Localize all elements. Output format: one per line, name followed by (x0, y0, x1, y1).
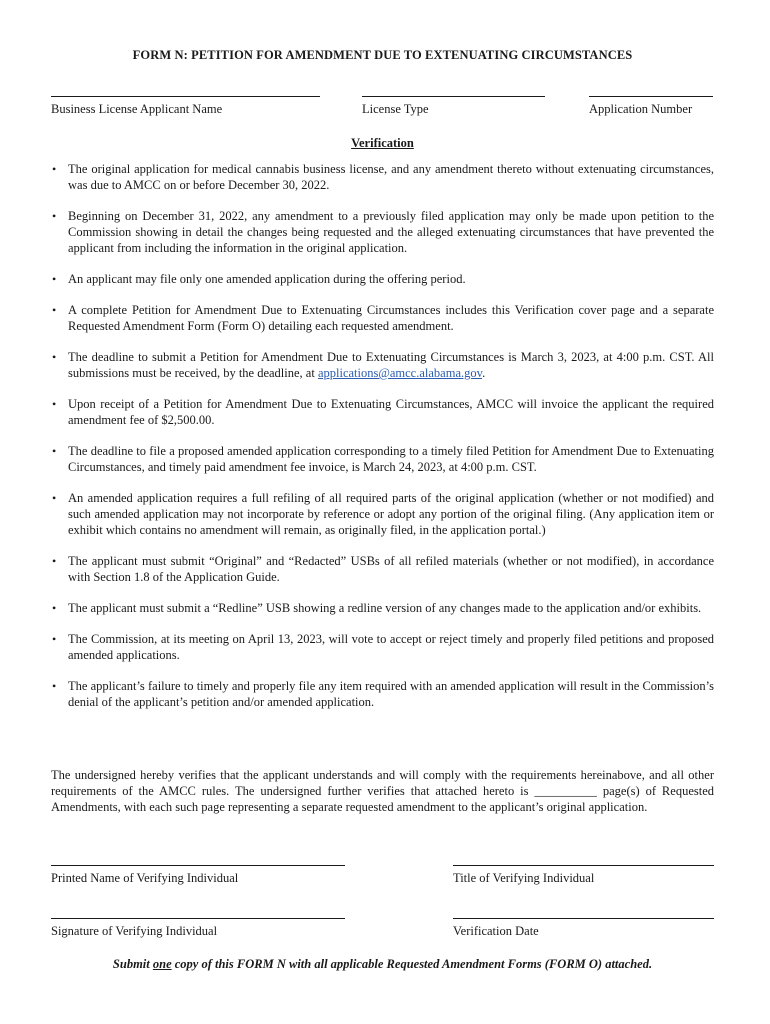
requirements-list (51, 161, 714, 710)
signature-label: Signature of Verifying Individual (51, 924, 218, 938)
printed-name-field[interactable] (51, 857, 345, 886)
verification-date-field[interactable] (453, 910, 714, 939)
title-field[interactable] (453, 857, 714, 886)
list-item: • The deadline to submit a Petition for Amendment Due to Extenuating Circumstances is March 3, 2023, at 4:00 p.m. CST. All submissions must be received, by the deadline, at applications@amcc.alabama.gov. (51, 349, 714, 381)
list-item: • Upon receipt of a Petition for Amendment Due to Extenuating Circumstances, AMCC will invoice the applicant the required amendment fee of $2,500.00. (51, 396, 714, 428)
form-title: FORM N: PETITION FOR AMENDMENT DUE TO EXTENUATING CIRCUMSTANCES (132, 48, 633, 62)
list-item: • The deadline to file a proposed amended application corresponding to a timely filed Petition for Amendment Due to Extenuating Circumstances, and timely paid amendment fee invoice, is March 24, 2023, at 4:00 p.m. CST. (51, 443, 714, 475)
list-item: • The applicant’s failure to timely and properly file any item required with an amended application will result in the Commission’s denial of the applicant’s petition and/or amended application. (51, 678, 714, 710)
application-number-field[interactable] (589, 88, 713, 117)
list-item: • A complete Petition for Amendment Due to Extenuating Circumstances includes this Verification cover page and a separate Requested Amendment Form (Form O) detailing each requested amendment. (51, 302, 714, 334)
list-item: • The applicant must submit “Original” and “Redacted” USBs of all refiled materials (whether or not modified), in accordance with Section 1.8 of the Application Guide. (51, 553, 714, 585)
title-line[interactable] (453, 865, 714, 866)
printed-name-label: Printed Name of Verifying Individual (51, 871, 239, 885)
submission-instruction: Submit one copy of this FORM N with all applicable Requested Amendment Forms (FORM O) attached. (112, 957, 653, 971)
verification-heading: Verification (351, 136, 414, 150)
submission-email-link[interactable]: applications@amcc.alabama.gov (317, 366, 483, 380)
applicant-name-label: Business License Applicant Name (51, 102, 223, 116)
list-item: • The original application for medical cannabis business license, and any amendment thereto without extenuating circumstances, was due to AMCC on or before December 30, 2022. (51, 161, 714, 193)
license-type-label: License Type (362, 102, 429, 116)
license-type-field[interactable] (362, 88, 545, 117)
verification-date-label: Verification Date (453, 924, 539, 938)
applicant-name-field[interactable] (51, 88, 320, 117)
signature-line[interactable] (51, 918, 345, 919)
application-number-label: Application Number (589, 102, 693, 116)
printed-name-line[interactable] (51, 865, 345, 866)
license-type-line[interactable] (362, 96, 545, 97)
list-item: • An amended application requires a full refiling of all required parts of the original application (whether or not modified) and such amended application may not incorporate by reference or adopt any portion of the original filing. (Any application item or exhibit which contains no amendment will remain, as originally filed, in the application portal.) (51, 490, 714, 538)
applicant-name-line[interactable] (51, 96, 320, 97)
emphasis-one: one (152, 957, 172, 971)
list-item: • The Commission, at its meeting on April 13, 2023, will vote to accept or reject timely and properly filed petitions and proposed amended applications. (51, 631, 714, 663)
attestation-paragraph: The undersigned hereby verifies that the applicant understands and will comply with the requirements hereinabove, and all other requirements of the AMCC rules. The undersigned further verifies that attached hereto is __________ page(s) of Requested Amendments, with each such page representing a separate requested amendment to the applicant’s original application. (51, 768, 714, 814)
signature-field[interactable] (51, 910, 345, 939)
application-number-line[interactable] (589, 96, 713, 97)
verification-date-line[interactable] (453, 918, 714, 919)
list-item: • An applicant may file only one amended application during the offering period. (51, 271, 714, 287)
title-label: Title of Verifying Individual (453, 871, 595, 885)
list-item: • Beginning on December 31, 2022, any amendment to a previously filed application may only be made upon petition to the Commission showing in detail the changes being requested and the alleged extenuating circumstances that have prevented the applicant from including the information in the original application. (51, 208, 714, 256)
list-item: • The applicant must submit a “Redline” USB showing a redline version of any changes made to the application and/or exhibits. (51, 600, 714, 616)
